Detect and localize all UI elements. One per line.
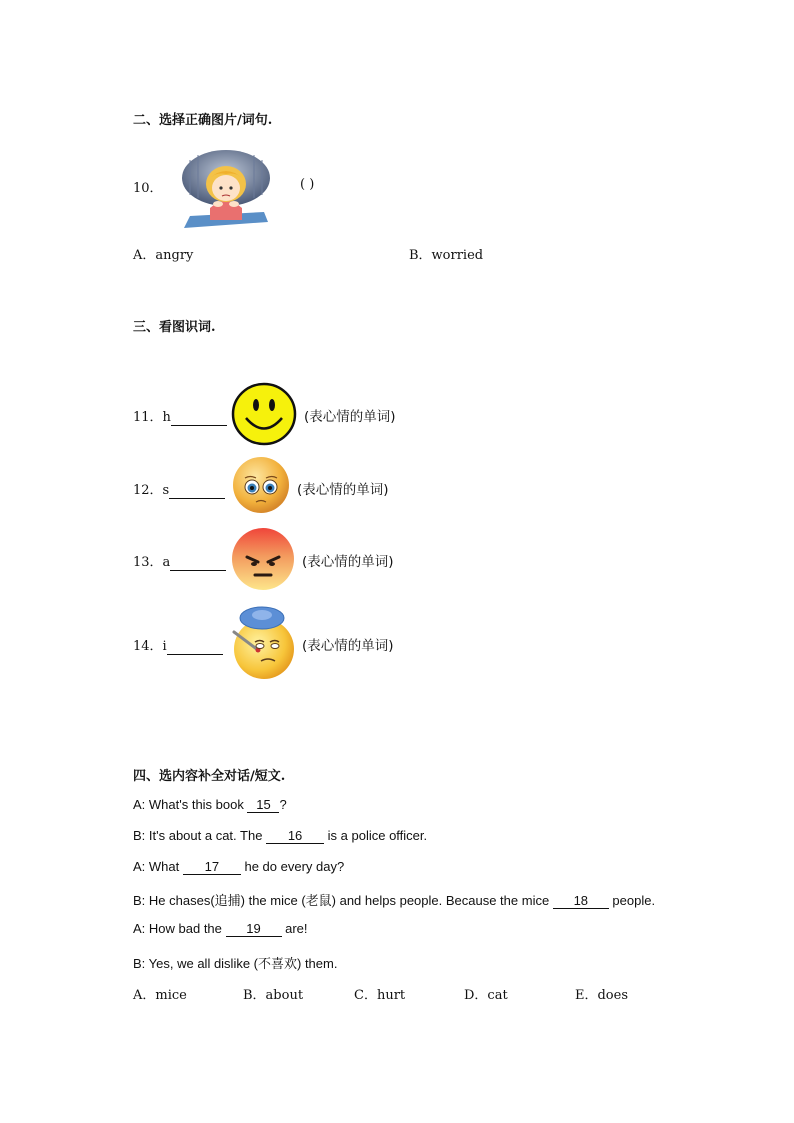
dialogue-line-6 — [133, 953, 337, 972]
blank-17[interactable]: 17 — [183, 859, 241, 875]
dialogue-line-5 — [133, 921, 308, 937]
option-a: A．mice — [133, 988, 187, 1003]
dialogue-line-3-end: he do every day? — [240, 859, 345, 874]
happy-face-icon — [232, 383, 296, 445]
question-14 — [133, 635, 223, 655]
dialogue-line-3 — [133, 859, 344, 875]
dialogue-line-1-text: A: What's this book — [133, 797, 248, 812]
angry-face-icon — [231, 527, 295, 591]
section-2-heading: 二、选择正确图片/词句. — [133, 113, 273, 128]
dialogue-line-5-text: A: How bad the — [133, 921, 226, 936]
question-11 — [133, 406, 227, 426]
question-13-number: 13． — [133, 555, 163, 570]
question-12-letter: s — [162, 483, 170, 498]
question-10-answer-paren: ( ) — [300, 177, 315, 192]
option-e: E．does — [575, 988, 629, 1003]
option-d: D．cat — [464, 988, 508, 1003]
dialogue-line-3-text: A: What — [133, 859, 183, 874]
sad-face-icon — [232, 456, 290, 514]
dialogue-line-2-text: B: It's about a cat. The — [133, 828, 267, 843]
question-11-number: 11． — [133, 410, 163, 425]
section-4-heading: 四、选内容补全对话/短文. — [133, 769, 286, 784]
dialogue-line-4-end: people. — [608, 893, 656, 908]
blank-19[interactable]: 19 — [226, 921, 282, 937]
question-14-hint: (表心情的单词) — [302, 638, 394, 654]
question-13-hint: (表心情的单词) — [302, 554, 394, 570]
dialogue-line-1 — [133, 797, 287, 813]
question-14-number: 14． — [133, 639, 163, 654]
question-13 — [133, 551, 226, 571]
question-12-number: 12． — [133, 483, 163, 498]
worried-girl-image — [180, 150, 272, 230]
dialogue-line-2 — [133, 828, 427, 844]
dialogue-line-1-end: ? — [279, 797, 287, 812]
blank-16[interactable]: 16 — [266, 828, 324, 844]
question-10-option-a: A．angry — [133, 248, 194, 263]
dialogue-line-5-end: are! — [281, 921, 308, 936]
dialogue-line-6-text: B: Yes, we all dislike (不喜欢) them. — [133, 956, 338, 971]
question-12-hint: (表心情的单词) — [297, 482, 389, 498]
question-12 — [133, 479, 225, 499]
question-12-blank[interactable] — [169, 483, 225, 499]
dialogue-line-4-text: B: He chases(追捕) the mice (老鼠) and helps people. Because the mice — [133, 893, 553, 908]
question-11-blank[interactable] — [171, 410, 227, 426]
dialogue-line-4 — [133, 890, 655, 909]
question-14-letter: i — [162, 639, 167, 654]
blank-15[interactable]: 15 — [247, 797, 279, 813]
blank-18[interactable]: 18 — [553, 893, 609, 909]
question-10-number: 10． — [133, 181, 163, 196]
question-11-letter: h — [162, 410, 171, 425]
option-c: C．hurt — [354, 988, 406, 1003]
ill-face-icon — [228, 604, 298, 680]
question-13-blank[interactable] — [170, 555, 226, 571]
section-3-heading: 三、看图识词. — [133, 320, 216, 335]
question-10-option-b: B．worried — [409, 248, 484, 263]
option-b: B．about — [243, 988, 304, 1003]
question-11-hint: (表心情的单词) — [304, 409, 396, 425]
question-13-letter: a — [162, 555, 171, 570]
dialogue-line-2-end: is a police officer. — [324, 828, 428, 843]
question-14-blank[interactable] — [167, 639, 223, 655]
